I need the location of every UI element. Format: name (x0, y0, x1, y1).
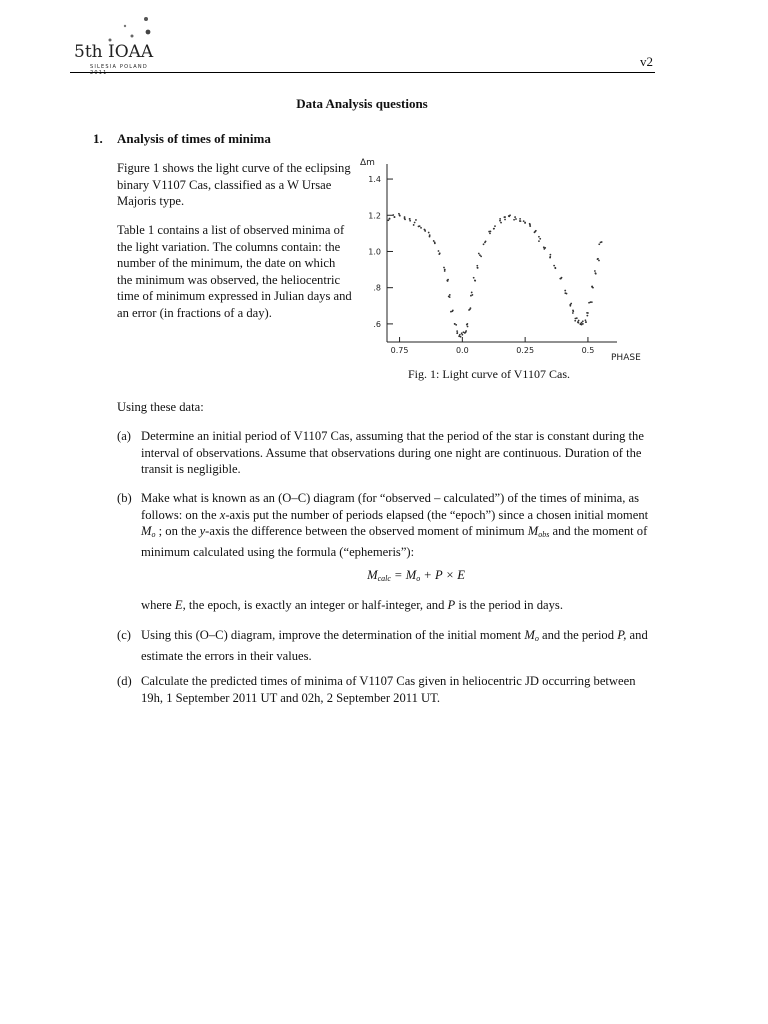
light-curve-chart (355, 152, 655, 367)
data-point (452, 310, 454, 312)
data-point (455, 324, 457, 326)
section-title: Analysis of times of minima (117, 131, 271, 146)
data-point (415, 219, 417, 221)
data-point (566, 293, 568, 295)
data-point (468, 309, 470, 311)
data-point (572, 312, 574, 314)
question-a-label: (a) (117, 429, 131, 443)
data-point (538, 236, 540, 238)
data-point (585, 321, 587, 323)
y-tick-label: 1.0 (368, 247, 381, 257)
data-point (499, 220, 501, 222)
ioaa-logo (70, 14, 165, 74)
data-point (450, 311, 452, 313)
data-point (438, 253, 440, 255)
question-d (117, 673, 657, 706)
data-point (424, 230, 426, 232)
data-point (471, 292, 473, 294)
data-point (595, 273, 597, 275)
y-tick-label: .6 (373, 319, 381, 329)
data-point (514, 216, 516, 218)
data-point (413, 224, 415, 226)
data-point (456, 330, 458, 332)
data-point (392, 214, 394, 216)
header-divider (70, 72, 655, 73)
data-point (447, 279, 449, 281)
data-point (576, 317, 578, 319)
question-c (117, 627, 657, 664)
light-curve-figure (355, 152, 655, 367)
question-b-text: Make what is known as an (O–C) diagram (for “observed – calculated”) of the times of minima, as follows: on the x-axis put the number of periods elapsed (the “epoch”) since a chosen initial moment $M_o$ ; on the y-axis the difference between the observed moment of minimum $M_{obs}$ and the moment of minimum calculated using the formula (“ephemeris”): (141, 491, 649, 559)
data-point (591, 301, 593, 303)
logo-title: 5th IOAA (74, 42, 154, 62)
data-point (523, 220, 525, 222)
data-point (588, 302, 590, 304)
data-point (399, 215, 401, 217)
data-point (586, 315, 588, 317)
data-point (456, 332, 458, 334)
data-point (444, 270, 446, 272)
x-tick-label: 0.0 (455, 346, 469, 355)
data-point (524, 222, 526, 224)
data-point (581, 322, 583, 324)
data-point (494, 225, 496, 227)
data-point (519, 218, 521, 220)
data-point (473, 277, 475, 279)
data-point (598, 243, 600, 245)
intro-paragraph-1: Figure 1 shows the light curve of the eclipsing binary V1107 Cas, classified as a W Ursae Majoris type. (117, 161, 351, 208)
data-point (429, 236, 431, 238)
question-c-label: (c) (117, 628, 131, 642)
question-d-label: (d) (117, 674, 132, 688)
data-point (470, 307, 472, 309)
using-text: Using these data: (117, 400, 204, 414)
data-point (404, 218, 406, 220)
data-point (443, 267, 445, 269)
data-point (493, 228, 495, 230)
data-point (461, 332, 463, 334)
y-tick-label: .8 (373, 283, 381, 293)
data-point (549, 257, 551, 259)
data-point (460, 336, 462, 338)
y-tick-label: 1.2 (368, 211, 381, 221)
data-point (601, 241, 603, 243)
page-title: Data Analysis questions (296, 96, 428, 111)
data-point (591, 285, 593, 287)
version-label: v2 (640, 54, 653, 69)
data-point (503, 216, 505, 218)
question-b-label: (b) (117, 491, 132, 505)
question-b (117, 490, 657, 560)
y-tick-label: 1.4 (368, 175, 381, 185)
data-point (398, 213, 400, 215)
data-point (489, 232, 491, 234)
data-point (577, 322, 579, 324)
data-point (535, 230, 537, 232)
data-point (538, 240, 540, 242)
data-point (553, 265, 555, 267)
data-point (478, 253, 480, 255)
data-point (570, 303, 572, 305)
data-point (434, 242, 436, 244)
data-point (554, 267, 556, 269)
data-point (433, 240, 435, 242)
data-point (529, 223, 531, 225)
data-point (465, 331, 467, 333)
data-point (508, 215, 510, 217)
data-point (574, 320, 576, 322)
formula-explanation: where E, the epoch, is exactly an integer or half-integer, and P is the period in days. (141, 598, 563, 612)
x-axis-label: PHASE (611, 353, 641, 363)
data-point (581, 324, 583, 326)
data-point (549, 254, 551, 256)
data-point (389, 218, 391, 220)
data-point (449, 296, 451, 298)
data-point (409, 220, 411, 222)
data-point (578, 320, 580, 322)
data-point (543, 246, 545, 248)
x-tick-label: 0.75 (390, 346, 409, 355)
data-point (515, 218, 517, 220)
data-point (499, 218, 501, 220)
data-point (572, 310, 574, 312)
question-d-text: Calculate the predicted times of minima of V1107 Cas given in heliocentric JD occurring between 19h, 1 September 2011 UT and 02h, 2 September 2011 UT. (141, 674, 636, 705)
question-a (117, 428, 657, 478)
data-point (476, 265, 478, 267)
figure-caption: Fig. 1: Light curve of V1107 Cas. (408, 367, 570, 381)
data-point (474, 280, 476, 282)
logo-subtitle: SILESIA POLAND 2011 (90, 64, 148, 76)
data-point (449, 294, 451, 296)
question-a-text: Determine an initial period of V1107 Cas, assuming that the period of the star is constant during the interval of observations. Assume that observations during one night are continuous. Duration of the transit is negligible. (141, 429, 644, 476)
data-point (438, 250, 440, 252)
data-point (387, 219, 389, 221)
data-point (480, 255, 482, 257)
data-point (485, 240, 487, 242)
x-tick-label: 0.5 (581, 346, 595, 355)
data-point (477, 267, 479, 269)
data-point (470, 295, 472, 297)
x-tick-label: 0.25 (516, 346, 535, 355)
data-point (418, 226, 420, 228)
intro-paragraph-2: Table 1 contains a list of observed minima of the light variation. The columns contain: the number of the minimum, the date on which the minimum was observed, the heliocentric time of minimum expressed in Julian days and an error (in fractions of a day). (117, 223, 352, 320)
data-point (393, 216, 395, 218)
y-axis-label: Δm (360, 158, 375, 168)
data-point (500, 222, 502, 224)
data-point (582, 320, 584, 322)
data-point (586, 312, 588, 314)
data-point (467, 326, 469, 328)
data-point (504, 219, 506, 221)
ephemeris-formula: $M_{calc} = M_o + P \times E$ (367, 568, 465, 583)
data-point (483, 243, 485, 245)
data-point (466, 324, 468, 326)
data-point (534, 231, 536, 233)
question-c-text: Using this (O–C) diagram, improve the determination of the initial moment $M_o$ and the period P, and estimate the errors in their values. (141, 628, 648, 663)
data-point (409, 218, 411, 220)
data-point (414, 222, 416, 224)
data-point (543, 248, 545, 250)
data-point (420, 227, 422, 229)
data-point (561, 277, 563, 279)
data-point (519, 220, 521, 222)
data-point (454, 323, 456, 325)
data-point (564, 290, 566, 292)
data-point (594, 270, 596, 272)
data-point (598, 260, 600, 262)
data-point (513, 219, 515, 221)
data-point (488, 231, 490, 233)
data-point (539, 238, 541, 240)
section-number: 1. (93, 131, 103, 146)
data-point (428, 232, 430, 234)
data-point (597, 258, 599, 260)
data-point (585, 319, 587, 321)
